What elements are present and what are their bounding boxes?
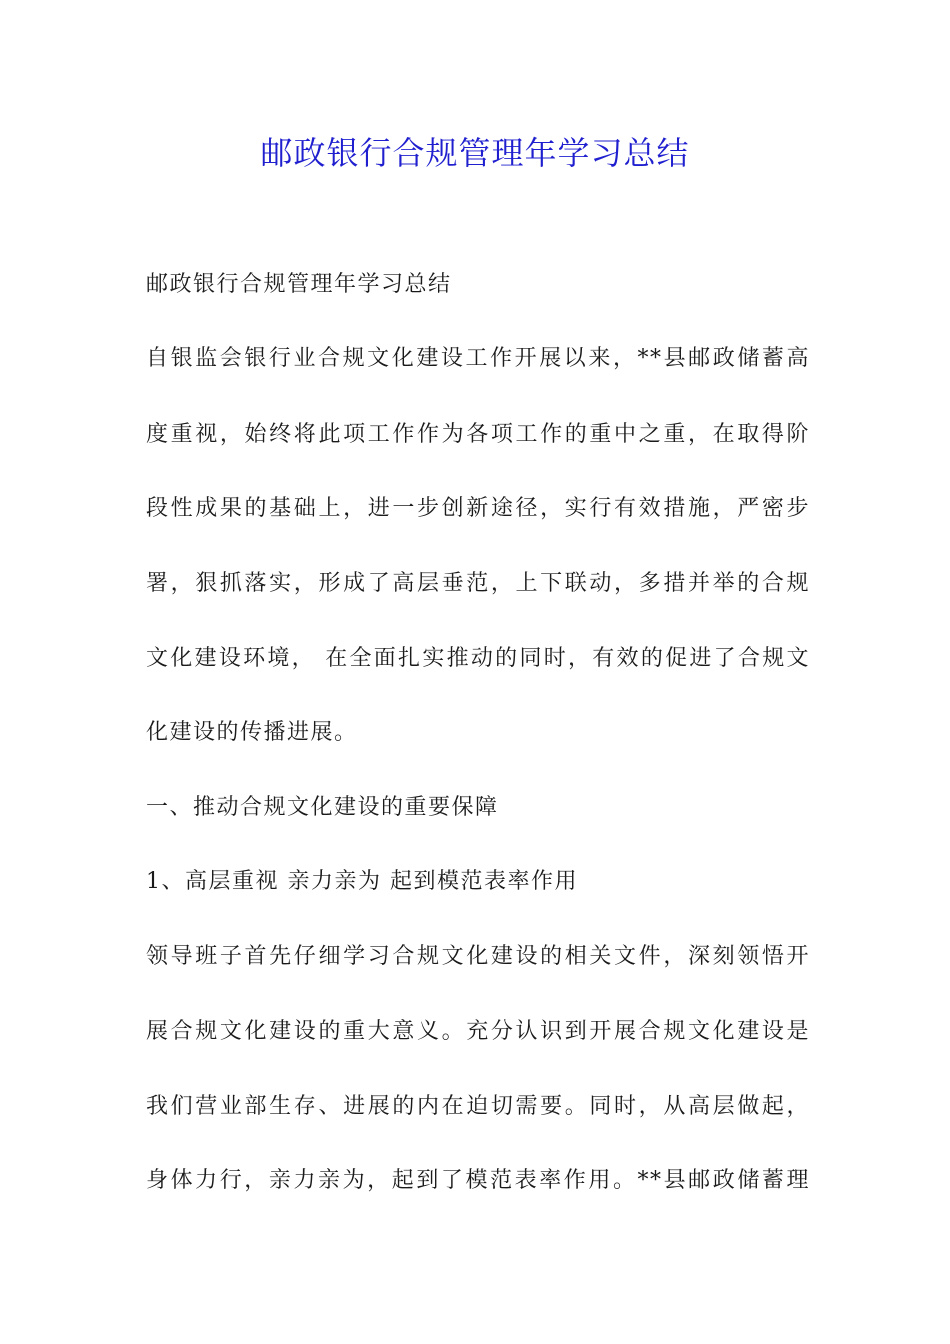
text-line: 自银监会银行业合规文化建设工作开展以来，**县邮政储蓄高 bbox=[146, 346, 810, 371]
text-line: 我们营业部生存、进展的内在迫切需要。同时，从高层做起， bbox=[146, 1094, 810, 1119]
subsection-heading: 1、高层重视 亲力亲为 起到模范表率作用 bbox=[146, 869, 578, 894]
text-line: 文化建设环境， 在全面扎实推动的同时，有效的促进了合规文 bbox=[146, 646, 810, 671]
text-line: 身体力行，亲力亲为，起到了模范表率作用。**县邮政储蓄理 bbox=[146, 1168, 810, 1193]
text-line: 段性成果的基础上，进一步创新途径，实行有效措施，严密步 bbox=[146, 496, 810, 521]
text-line: 领导班子首先仔细学习合规文化建设的相关文件，深刻领悟开 bbox=[146, 944, 810, 969]
text-line: 化建设的传播进展。 bbox=[146, 720, 358, 745]
text-line-subtitle: 邮政银行合规管理年学习总结 bbox=[146, 272, 452, 297]
section-heading: 一、推动合规文化建设的重要保障 bbox=[146, 795, 499, 820]
text-line: 展合规文化建设的重大意义。充分认识到开展合规文化建设是 bbox=[146, 1019, 810, 1044]
text-line: 署，狠抓落实，形成了高层垂范，上下联动，多措并举的合规 bbox=[146, 571, 810, 596]
document-title: 邮政银行合规管理年学习总结 bbox=[260, 134, 690, 172]
text-line: 度重视，始终将此项工作作为各项工作的重中之重，在取得阶 bbox=[146, 422, 810, 447]
